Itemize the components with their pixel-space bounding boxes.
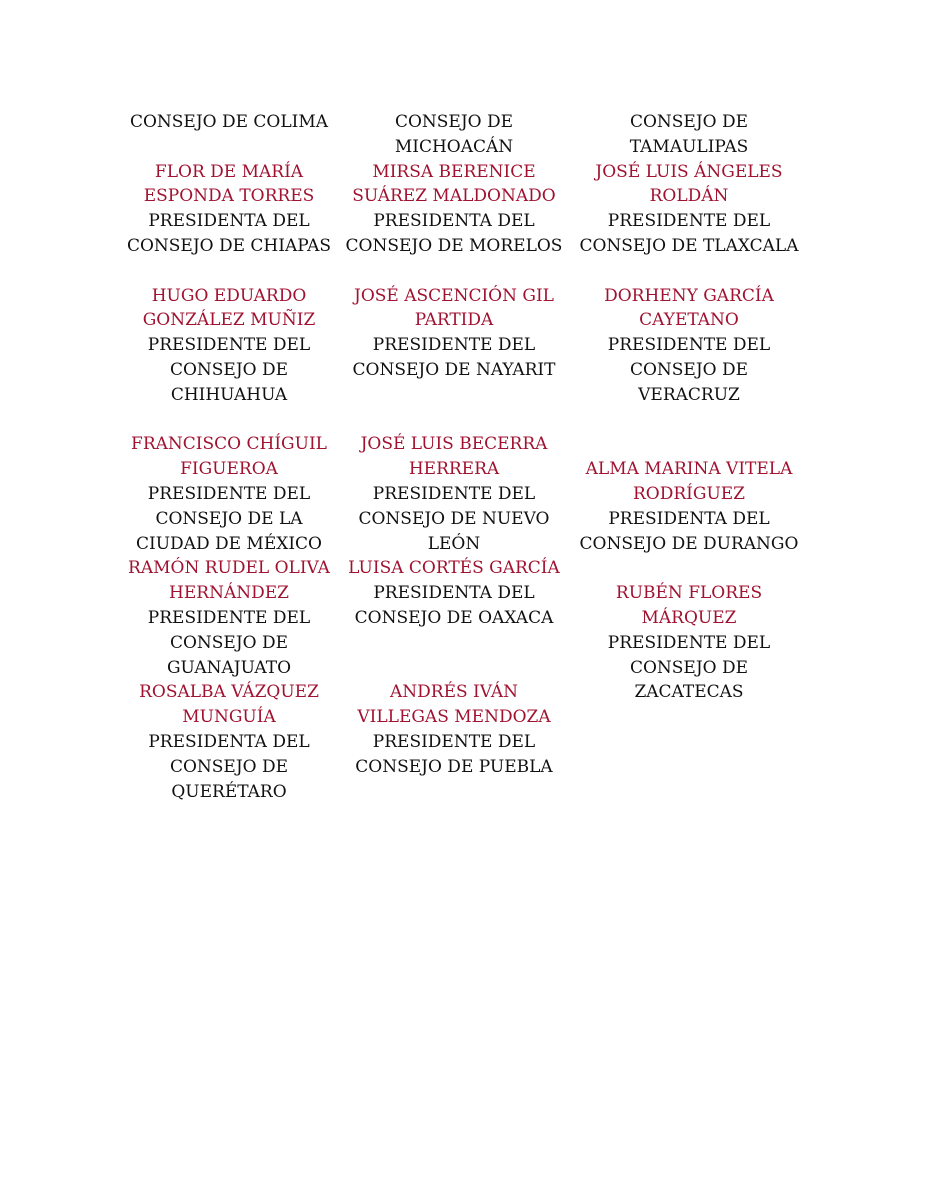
spacer	[342, 408, 566, 433]
signatory-title: QUERÉTARO	[171, 781, 287, 802]
signatory-entry	[117, 284, 341, 433]
signatory-name: VILLEGAS MENDOZA	[357, 707, 551, 728]
spacer	[577, 556, 801, 581]
signatory-title: CONSEJO DE	[394, 112, 514, 132]
signatory-entry	[577, 581, 801, 705]
signatory-name: JOSÉ LUIS BECERRA	[360, 434, 548, 455]
signatory-name: ROLDÁN	[649, 186, 729, 207]
spacer	[342, 631, 566, 656]
signatory-title: TAMAULIPAS	[629, 136, 749, 157]
signatory-title: PRESIDENTA DEL	[373, 211, 535, 232]
signatory-entry	[117, 680, 341, 804]
signatory-title: CONSEJO DE ZACATECAS	[629, 657, 749, 703]
spacer	[342, 383, 566, 408]
signatory-entry	[117, 110, 341, 160]
signatory-name: ANDRÉS IVÁN	[389, 682, 519, 703]
signatory-name: MÁRQUEZ	[641, 607, 737, 628]
signatory-title: CONSEJO DE	[169, 359, 289, 380]
signatory-title: CONSEJO DE	[629, 112, 749, 132]
signatory-name: HERRERA	[408, 459, 500, 480]
spacer	[117, 259, 341, 284]
column-right	[577, 110, 801, 705]
signatory-name: RUBÉN FLORES	[615, 583, 763, 604]
signatory-entry	[577, 110, 801, 160]
signatory-name: ALMA MARINA VITELA	[585, 459, 793, 480]
signatory-entry	[117, 160, 341, 284]
signatory-name: CAYETANO	[639, 310, 739, 331]
signatory-title: PRESIDENTE DEL	[372, 335, 536, 356]
signatory-title: PRESIDENTE DEL	[607, 211, 771, 232]
spacer	[577, 432, 801, 457]
signatory-entry	[342, 556, 566, 680]
signatory-entry	[342, 432, 566, 556]
signatory-name: LUISA CORTÉS GARCÍA	[348, 558, 560, 579]
signatory-title: CONSEJO DE COLIMA	[129, 112, 329, 132]
spacer	[117, 408, 341, 433]
signatory-name: JOSÉ LUIS ÁNGELES	[595, 161, 783, 182]
signatory-name: ROSALBA VÁZQUEZ	[139, 682, 319, 703]
signatory-title: PRESIDENTE DEL	[147, 483, 311, 504]
signatory-name: ESPONDA TORRES	[143, 186, 315, 207]
signatory-title: CONSEJO DE NAYARIT	[352, 359, 556, 380]
signatory-title: CONSEJO DE NUEVO	[358, 508, 550, 529]
spacer	[577, 259, 801, 284]
signatory-title: PRESIDENTE DEL	[372, 483, 536, 504]
signatory-title: MICHOACÁN	[394, 136, 514, 157]
signatory-name: SUÁREZ MALDONADO	[352, 186, 556, 207]
signatory-title: CHIHUAHUA	[170, 384, 288, 405]
signatory-title: PRESIDENTA DEL	[373, 583, 535, 604]
signatory-name: GONZÁLEZ MUÑIZ	[142, 310, 316, 331]
column-center	[342, 110, 566, 780]
signatory-title: PRESIDENTE DEL	[607, 632, 771, 653]
signatory-title: PRESIDENTE DEL	[147, 335, 311, 356]
signatory-title: PRESIDENTE DEL	[372, 731, 536, 752]
signatory-name: FIGUEROA	[180, 459, 278, 480]
signatory-title: LEÓN	[427, 533, 481, 554]
signatory-title: PRESIDENTA DEL	[608, 508, 770, 529]
signatory-name: FRANCISCO CHÍGUIL	[131, 434, 327, 455]
signatory-name: RODRÍGUEZ	[632, 483, 745, 504]
signatory-entry	[577, 284, 801, 458]
signatory-name: HERNÁNDEZ	[169, 583, 289, 604]
spacer	[577, 408, 801, 433]
signatory-entry	[342, 160, 566, 284]
spacer	[342, 656, 566, 681]
signatory-name: MUNGUÍA	[182, 707, 276, 728]
signatory-title: PRESIDENTA DEL	[148, 211, 310, 232]
signatory-title: PRESIDENTA DEL	[148, 731, 310, 752]
signatory-title: PRESIDENTE DEL	[147, 607, 311, 628]
signatory-title: CONSEJO DE	[169, 632, 289, 653]
signatory-title: CONSEJO DE DURANGO	[579, 533, 799, 554]
signatory-entry	[342, 284, 566, 433]
signatory-name: RAMÓN RUDEL OLIVA	[128, 558, 330, 579]
signatory-title: CONSEJO DE	[169, 756, 289, 777]
signatory-title: CONSEJO DE OAXACA	[354, 607, 554, 628]
signatory-name: DORHENY GARCÍA	[604, 285, 774, 306]
signatory-title: CONSEJO DE TLAXCALA	[579, 235, 799, 256]
signatory-entry	[577, 160, 801, 284]
signatory-entry	[342, 680, 566, 779]
signatory-title: GUANAJUATO	[166, 657, 292, 678]
signatory-name: JOSÉ ASCENCIÓN GIL	[354, 285, 554, 306]
signatory-name: HUGO EDUARDO	[151, 285, 307, 306]
signatory-entry	[342, 110, 566, 160]
signatory-entry	[117, 556, 341, 680]
signatory-entry	[577, 457, 801, 581]
spacer	[342, 259, 566, 284]
signatory-title: CONSEJO DE LA	[155, 508, 303, 529]
column-left	[117, 110, 341, 804]
signatory-name: FLOR DE MARÍA	[154, 161, 304, 182]
signatory-title: CIUDAD DE MÉXICO	[135, 533, 322, 554]
signatory-title: CONSEJO DE PUEBLA	[355, 756, 553, 777]
signatory-name: PARTIDA	[414, 310, 494, 331]
signatory-title: CONSEJO DE VERACRUZ	[629, 359, 749, 405]
signatory-entry	[117, 432, 341, 556]
signatory-title: PRESIDENTE DEL	[607, 335, 771, 356]
signatory-name: MIRSA BERENICE	[372, 161, 536, 182]
signatory-title: CONSEJO DE CHIAPAS	[126, 235, 332, 256]
spacer	[117, 135, 341, 160]
signatory-title: CONSEJO DE MORELOS	[345, 235, 563, 256]
